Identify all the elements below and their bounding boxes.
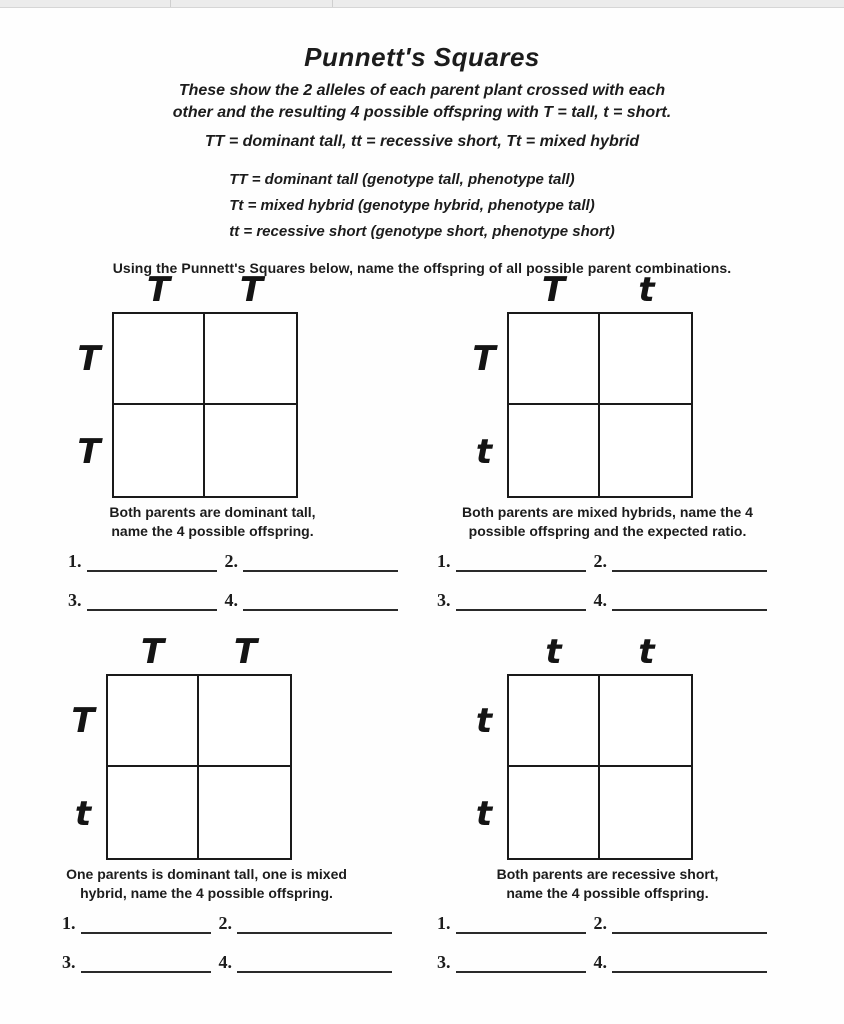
blank-number: 1. — [437, 551, 451, 571]
allele-col-label: t — [638, 270, 655, 310]
blank-number: 2. — [224, 551, 238, 571]
definition-line: Tt = mixed hybrid (genotype hybrid, phenotype tall) — [229, 197, 595, 214]
answer-blanks — [435, 551, 827, 614]
punnett-cell — [199, 676, 290, 767]
punnett-section-bottom-right — [435, 632, 827, 991]
page-title: Punnett's Squares — [304, 42, 540, 72]
intro-line: other and the resulting 4 possible offspring with T = tall, t = short. — [172, 104, 672, 121]
caption-line: Both parents are recessive short, — [496, 866, 719, 882]
blank-number: 1. — [68, 551, 82, 571]
blank-number: 3. — [437, 590, 451, 610]
punnett-grid — [106, 674, 292, 860]
blank-number: 1. — [62, 913, 76, 933]
answer-blank — [87, 595, 217, 611]
allele-col-label: T — [146, 270, 171, 310]
answer-row — [68, 551, 432, 575]
punnett-cell — [108, 767, 199, 858]
punnett-cell — [509, 314, 600, 405]
allele-col-label: T — [541, 270, 566, 310]
punnett-cell — [114, 405, 205, 496]
answer-blank — [243, 595, 398, 611]
page-edge-artifact — [170, 0, 171, 7]
punnett-cell — [600, 314, 691, 405]
allele-col-label: T — [233, 632, 258, 672]
punnett-grid — [507, 312, 693, 498]
answer-blank — [456, 595, 586, 611]
allele-col-label: t — [638, 632, 655, 672]
punnett-cell — [600, 767, 691, 858]
intro-paragraph — [0, 80, 844, 124]
square-caption — [34, 865, 379, 903]
answer-blanks — [40, 551, 432, 614]
square-caption — [435, 865, 780, 903]
answer-blank — [237, 918, 392, 934]
square-caption — [435, 503, 780, 541]
worksheet-instruction: Using the Punnett's Squares below, name the offspring of all possible parent combinations. — [112, 260, 732, 276]
answer-blank — [237, 957, 392, 973]
blank-number: 4. — [593, 952, 607, 972]
punnett-grid — [507, 674, 693, 860]
blank-number: 4. — [593, 590, 607, 610]
caption-line: name the 4 possible offspring. — [506, 885, 709, 901]
punnett-square — [66, 270, 432, 498]
answer-row — [62, 913, 426, 937]
caption-line: possible offspring and the expected ratio. — [468, 523, 747, 539]
allele-row-label: t — [475, 793, 493, 834]
definition-line: TT = dominant tall (genotype tall, phenotype tall) — [229, 171, 575, 188]
caption-line: Both parents are mixed hybrids, name the 4 — [462, 504, 753, 520]
punnett-cell — [205, 314, 296, 405]
genotype-definitions — [229, 167, 615, 245]
blank-number: 4. — [218, 952, 232, 972]
allele-summary-line: TT = dominant tall, tt = recessive short, Tt = mixed hybrid — [204, 133, 640, 150]
answer-row — [437, 590, 827, 614]
scanned-page-top-edge — [0, 0, 844, 8]
punnett-cell — [600, 405, 691, 496]
answer-blank — [456, 957, 586, 973]
definition-line: tt = recessive short (genotype short, phenotype short) — [229, 223, 615, 240]
answer-blank — [243, 556, 398, 572]
punnett-section-bottom-left — [34, 632, 426, 991]
blank-number: 4. — [224, 590, 238, 610]
answer-blank — [456, 918, 586, 934]
punnett-square — [60, 632, 426, 860]
answer-blanks — [34, 913, 426, 976]
answer-blank — [81, 918, 211, 934]
answer-row — [62, 952, 426, 976]
caption-line: Both parents are dominant tall, — [109, 504, 316, 520]
punnett-square — [461, 632, 827, 860]
allele-row-label: t — [475, 431, 493, 472]
punnett-section-top-right — [435, 270, 827, 629]
punnett-section-top-left — [40, 270, 432, 629]
answer-blank — [612, 957, 767, 973]
blank-number: 3. — [68, 590, 82, 610]
punnett-grid — [112, 312, 298, 498]
answer-row — [437, 913, 827, 937]
answer-blanks — [435, 913, 827, 976]
blank-number: 3. — [437, 952, 451, 972]
punnett-cell — [600, 676, 691, 767]
punnett-cell — [509, 405, 600, 496]
blank-number: 3. — [62, 952, 76, 972]
caption-line: hybrid, name the 4 possible offspring. — [80, 885, 333, 901]
blank-number: 2. — [593, 551, 607, 571]
answer-blank — [612, 556, 767, 572]
allele-row-label: T — [77, 431, 101, 472]
answer-blank — [612, 918, 767, 934]
allele-col-label: T — [140, 632, 165, 672]
intro-line: These show the 2 alleles of each parent plant crossed with each — [178, 82, 666, 99]
square-caption — [40, 503, 385, 541]
punnett-square — [461, 270, 827, 498]
punnett-cell — [108, 676, 199, 767]
answer-blank — [612, 595, 767, 611]
blank-number: 1. — [437, 913, 451, 933]
blank-number: 2. — [593, 913, 607, 933]
answer-row — [68, 590, 432, 614]
allele-row-label: T — [472, 338, 496, 379]
allele-row-label: T — [71, 700, 95, 741]
punnett-cell — [205, 405, 296, 496]
caption-line: name the 4 possible offspring. — [111, 523, 314, 539]
punnett-cell — [199, 767, 290, 858]
punnett-cell — [114, 314, 205, 405]
answer-row — [437, 952, 827, 976]
answer-blank — [456, 556, 586, 572]
answer-blank — [81, 957, 211, 973]
caption-line: One parents is dominant tall, one is mixed — [66, 866, 347, 882]
answer-blank — [87, 556, 217, 572]
page-edge-artifact — [332, 0, 333, 7]
punnett-cell — [509, 676, 600, 767]
allele-row-label: T — [77, 338, 101, 379]
allele-row-label: t — [475, 700, 493, 741]
allele-col-label: t — [545, 632, 562, 672]
blank-number: 2. — [218, 913, 232, 933]
worksheet-header — [0, 8, 844, 276]
answer-row — [437, 551, 827, 575]
allele-row-label: t — [74, 793, 92, 834]
punnett-cell — [509, 767, 600, 858]
allele-col-label: T — [239, 270, 264, 310]
